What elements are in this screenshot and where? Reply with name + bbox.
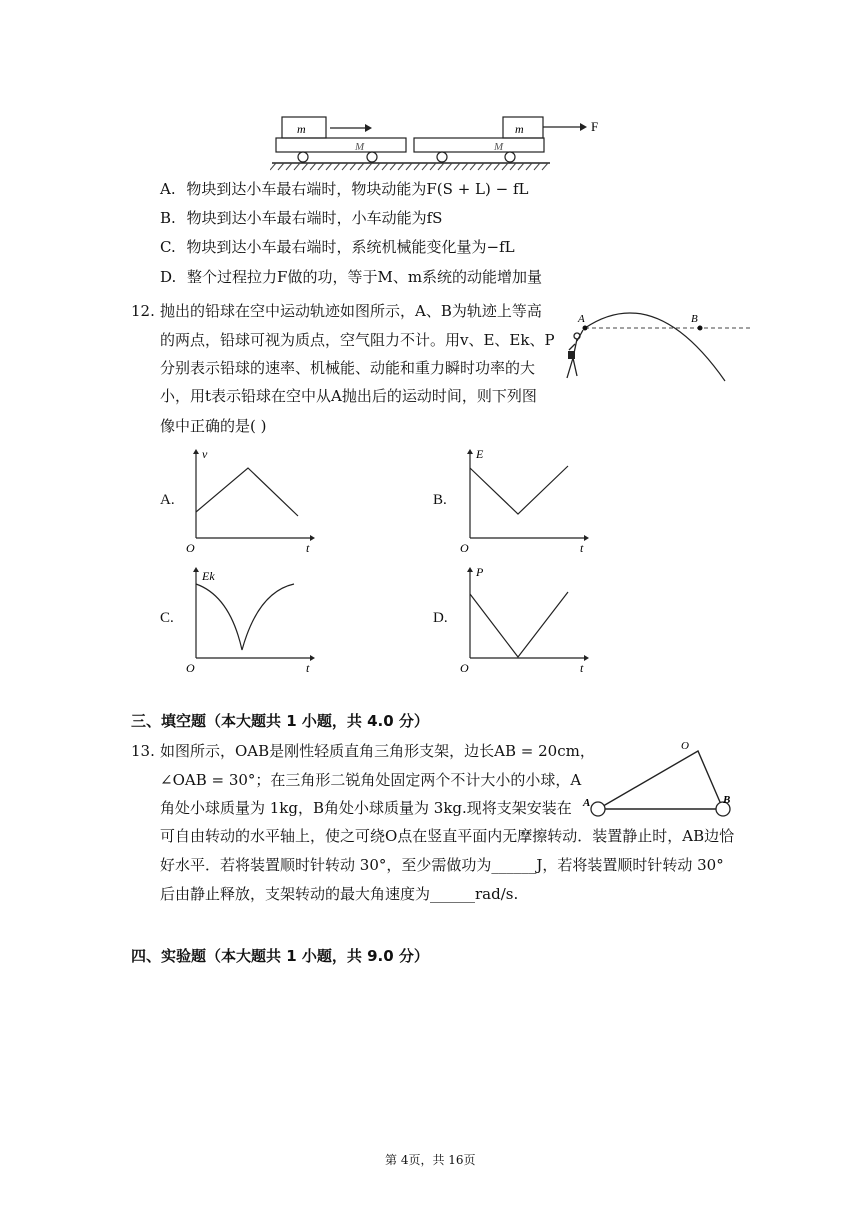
graph-d-xlabel: t [580, 661, 584, 675]
option-label: C. [160, 238, 176, 256]
cart-M-label-right: M [494, 141, 504, 153]
section-title-fill-in: 三、填空题（本大题共 1 小题，共 4.0 分） [131, 712, 429, 730]
force-F-label: F [591, 119, 599, 134]
graph-a-label: A. [160, 492, 175, 508]
graph-a-ylabel: v [202, 448, 208, 461]
vertex-o-label: O [681, 740, 689, 752]
block-m-label-left: m [297, 122, 306, 136]
graph-b [456, 448, 591, 558]
graph-b-xlabel: t [580, 541, 584, 555]
option-text: 物块到达小车最右端时，系统机械能变化量为−fL [186, 238, 515, 256]
q11-option-b [160, 208, 442, 228]
q13-line-6: 后由静止释放，支架转动的最大角速度为______rad/s. [160, 885, 519, 903]
option-text: 物块到达小车最右端时，小车动能为fS [186, 209, 443, 227]
q11-option-c [160, 237, 515, 257]
graph-c [182, 566, 317, 676]
q12-line-4: 小，用t表示铅球在空中从A抛出后的运动时间，则下列图 [160, 387, 537, 405]
q13-line-3: 角处小球质量为 1kg，B角处小球质量为 3kg.现将支架安装在 [160, 799, 572, 817]
graph-b-label: B. [433, 492, 447, 508]
q13-line-5: 好水平．若将装置顺时针转动 30°，至少需做功为______J，若将装置顺时针转动 30° [160, 856, 724, 874]
option-label: D. [160, 268, 177, 286]
option-text: 物块到达小车最右端时，物块动能为F(S + L) − fL [186, 180, 529, 198]
graph-d-ylabel: P [476, 566, 484, 579]
option-label: B. [160, 209, 176, 227]
cart-M-label-left: M [355, 141, 365, 153]
point-b-label: B [691, 313, 698, 325]
graph-c-label: C. [160, 610, 174, 626]
graph-a [182, 448, 317, 558]
q12-line-1: 抛出的铅球在空中运动轨迹如图所示，A、B为轨迹上等高 [160, 302, 542, 320]
q12-number: 12. [131, 302, 155, 320]
q12-line-3: 分别表示铅球的速率、机械能、动能和重力瞬时功率的大 [160, 359, 536, 377]
graph-d-label: D. [433, 610, 448, 626]
q13-line-2: ∠OAB = 30°；在三角形二锐角处固定两个不计大小的小球，A [160, 771, 582, 789]
q11-option-d [160, 267, 542, 287]
q12-line-2: 的两点，铅球可视为质点，空气阻力不计。用v、E、Ek、P [160, 331, 555, 349]
block-m-label-right: m [515, 122, 524, 136]
q13-number: 13. [131, 742, 155, 760]
q12-line-5: 像中正确的是( ) [160, 417, 267, 435]
triangle-bracket-figure [578, 736, 738, 826]
vertex-b-label: B [723, 794, 731, 806]
graph-b-origin: O [460, 541, 469, 555]
q13-line-1: 如图所示，OAB是刚性轻质直角三角形支架，边长AB = 20cm， [160, 742, 595, 760]
graph-d-origin: O [460, 661, 469, 675]
graph-b-ylabel: E [476, 448, 484, 461]
cart-block-figure [270, 112, 610, 174]
page-footer: 第 4页，共 16页 [385, 1153, 476, 1167]
point-a-label: A [578, 313, 585, 325]
section-title-experiment: 四、实验题（本大题共 1 小题，共 9.0 分） [131, 947, 429, 965]
graph-d [456, 566, 591, 676]
vertex-a-label: A [583, 797, 591, 809]
q13-line-4: 可自由转动的水平轴上，使之可绕O点在竖直平面内无摩擦转动．装置静止时，AB边恰 [160, 827, 735, 845]
graph-c-ylabel: Ek [202, 569, 215, 583]
q11-option-a [160, 179, 528, 199]
graph-a-origin: O [186, 541, 195, 555]
graph-c-xlabel: t [306, 661, 310, 675]
graph-c-origin: O [186, 661, 195, 675]
option-text: 整个过程拉力F做的功，等于M、m系统的动能增加量 [187, 268, 543, 286]
option-label: A. [160, 180, 176, 198]
graph-a-xlabel: t [306, 541, 310, 555]
shot-put-trajectory-figure [555, 296, 760, 396]
